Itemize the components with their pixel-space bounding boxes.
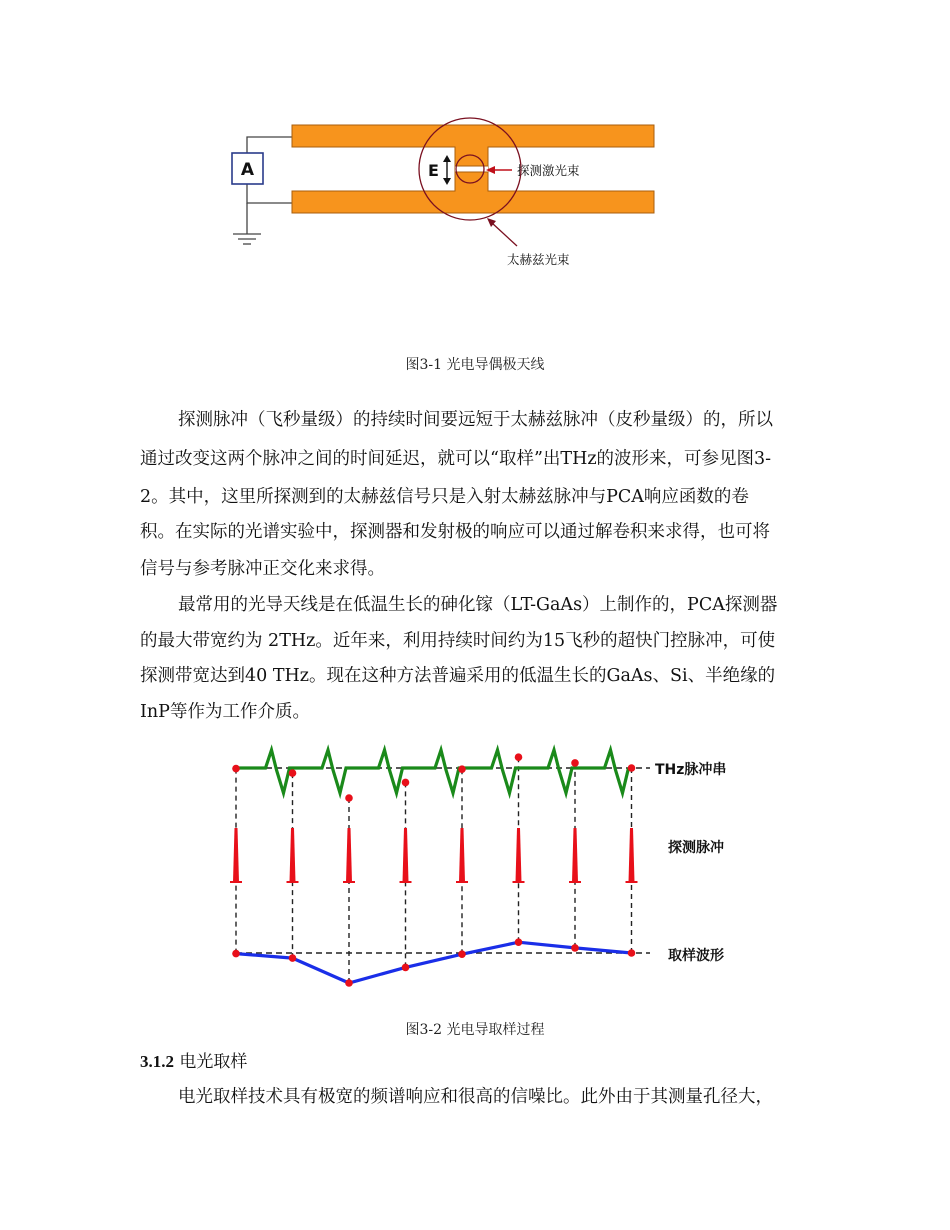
thz-train-label: THz脉冲串 bbox=[655, 762, 727, 778]
thz-sample-point bbox=[628, 764, 636, 772]
ground-icon bbox=[233, 234, 261, 244]
thz-sample-point bbox=[571, 759, 579, 767]
probe-pulse bbox=[403, 828, 409, 882]
probe-pulses bbox=[230, 828, 638, 882]
ammeter-label: A bbox=[240, 160, 255, 180]
upper-electrode bbox=[292, 125, 654, 169]
paragraph-line: 的最大带宽约为 2THz。近年来，利用持续时间约为15飞秒的超快门控脉冲，可使 bbox=[140, 631, 776, 651]
paragraph-line: 探测带宽达到40 THz。现在这种方法普遍采用的低温生长的GaAs、Si、半绝缘的 bbox=[140, 666, 776, 686]
probe-pulse bbox=[516, 828, 522, 882]
figure-3-2-caption: 图3-2 光电导取样过程 bbox=[405, 1022, 545, 1038]
paragraph-line: 最常用的光导天线是在低温生长的砷化镓（LT-GaAs）上制作的，PCA探测器 bbox=[178, 595, 778, 615]
paragraph-line: 探测脉冲（飞秒量级）的持续时间要远短于太赫兹脉冲（皮秒量级）的，所以 bbox=[178, 410, 773, 430]
sampled-waveform-label: 取样波形 bbox=[668, 948, 724, 964]
field-label: E bbox=[428, 161, 439, 180]
thz-sample-point bbox=[232, 765, 240, 773]
thz-beam-arrow-icon bbox=[487, 218, 517, 246]
probe-pulse bbox=[572, 828, 578, 882]
circuit-wires bbox=[247, 137, 292, 234]
thz-sample-point bbox=[345, 794, 353, 802]
waveform-sample-point bbox=[402, 964, 410, 972]
paragraph-line: 电光取样技术具有极宽的频谱响应和很高的信噪比。此外由于其测量孔径大， bbox=[178, 1087, 773, 1107]
probe-beam-arrow-icon bbox=[486, 166, 512, 174]
paragraph-line: 信号与参考脉冲正交化来求得。 bbox=[140, 559, 385, 579]
section-number: 3.1.2 bbox=[140, 1052, 174, 1071]
paragraph-line: 积。在实际的光谱实验中，探测器和发射极的响应可以通过解卷积来求得，也可将 bbox=[140, 522, 770, 542]
waveform-sample-point bbox=[515, 938, 523, 946]
probe-pulse bbox=[233, 828, 239, 882]
probe-beam-label: 探测激光束 bbox=[517, 163, 580, 178]
section-heading bbox=[140, 1047, 247, 1072]
waveform-sample-point bbox=[628, 949, 636, 957]
thz-sample-point bbox=[515, 753, 523, 761]
probe-pulse bbox=[290, 828, 296, 882]
probe-pulse bbox=[629, 828, 635, 882]
section-title: 电光取样 bbox=[179, 1052, 248, 1072]
antenna-gap bbox=[455, 166, 488, 172]
paragraph-line: 2。其中，这里所探测到的太赫兹信号只是入射太赫兹脉冲与PCA响应函数的卷 bbox=[140, 487, 749, 507]
waveform-sample-point bbox=[232, 950, 240, 958]
probe-pulse-label: 探测脉冲 bbox=[668, 840, 724, 856]
probe-pulse bbox=[346, 828, 352, 882]
figure-photoconductive-sampling bbox=[0, 730, 950, 1010]
thz-sample-point bbox=[458, 765, 466, 773]
figure-3-1-caption: 图3-1 光电导偶极天线 bbox=[405, 357, 545, 373]
paragraph-line: 通过改变这两个脉冲之间的时间延迟，就可以“取样”出THz的波形来，可参见图3- bbox=[140, 449, 772, 469]
thz-sample-point bbox=[289, 769, 297, 777]
lower-electrode bbox=[292, 169, 654, 213]
waveform-sample-point bbox=[571, 944, 579, 952]
thz-beam-label: 太赫兹光束 bbox=[507, 252, 570, 267]
field-arrow-icon bbox=[443, 155, 451, 185]
waveform-sample-point bbox=[345, 979, 353, 987]
paragraph-line: InP等作为工作介质。 bbox=[140, 702, 310, 722]
probe-pulse bbox=[459, 828, 465, 882]
thz-sample-point bbox=[402, 779, 410, 787]
waveform-sample-point bbox=[458, 950, 466, 958]
waveform-sample-point bbox=[289, 954, 297, 962]
figure-photoconductive-dipole-antenna bbox=[0, 0, 950, 290]
